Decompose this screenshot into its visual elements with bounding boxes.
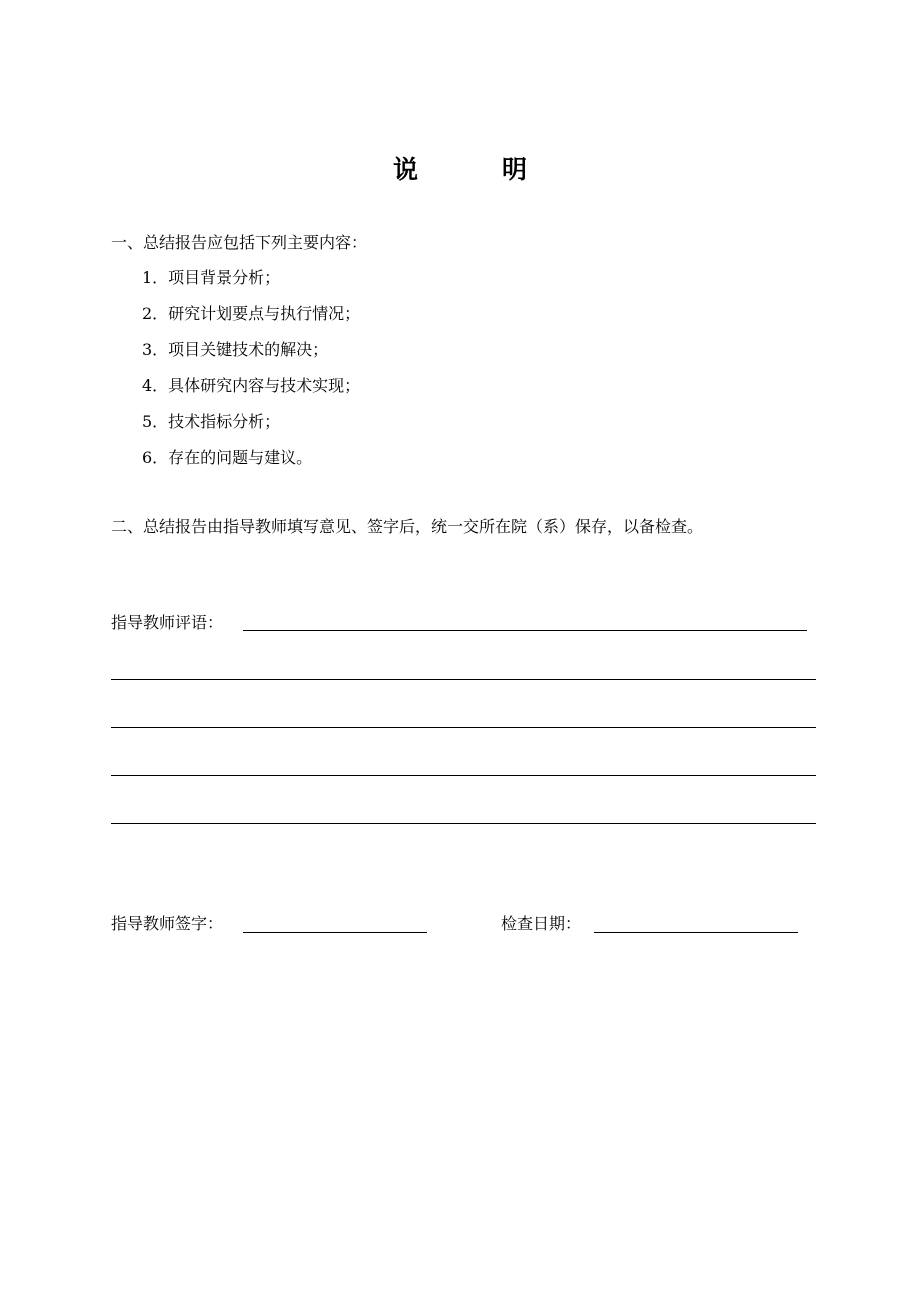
page-title	[0, 150, 920, 186]
list-item: 4．具体研究内容与技术实现；	[142, 376, 361, 395]
title-char-2: 明	[502, 155, 528, 184]
list-item: 6．存在的问题与建议。	[142, 448, 313, 467]
list-item: 2．研究计划要点与执行情况；	[142, 304, 361, 323]
comment-line-5[interactable]	[111, 823, 816, 824]
list-item: 5．技术指标分析；	[142, 412, 281, 431]
title-char-1: 说	[392, 155, 418, 184]
comment-line-2[interactable]	[111, 679, 816, 680]
date-label: 检查日期：	[501, 914, 582, 933]
comment-line-3[interactable]	[111, 727, 816, 728]
comment-line-1[interactable]	[243, 630, 807, 631]
comment-line-4[interactable]	[111, 775, 816, 776]
list-item: 1．项目背景分析；	[142, 268, 281, 287]
signature-line[interactable]	[243, 932, 427, 933]
comment-label: 指导教师评语：	[111, 613, 224, 632]
list-item: 3．项目关键技术的解决；	[142, 340, 329, 359]
signature-label: 指导教师签字：	[111, 914, 224, 933]
date-line[interactable]	[594, 932, 798, 933]
section-1-heading: 一、总结报告应包括下列主要内容：	[111, 233, 368, 252]
section-2-text: 二、总结报告由指导教师填写意见、签字后，统一交所在院（系）保存，以备检查。	[111, 517, 704, 536]
